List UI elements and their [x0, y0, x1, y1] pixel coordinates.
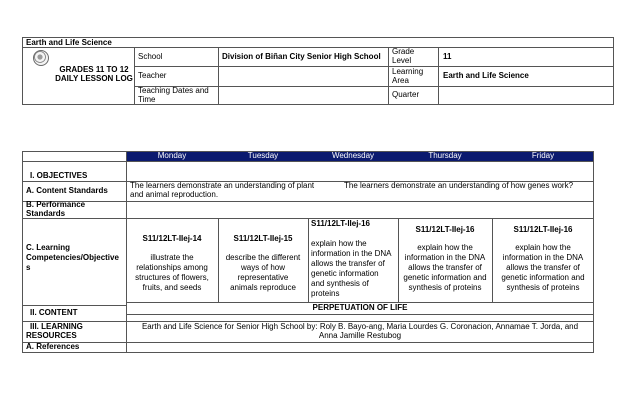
objectives-label: I. OBJECTIVES — [30, 171, 88, 180]
wednesday-competency-line: information in the DNA — [311, 249, 392, 258]
monday-competency-line: fruits, and seeds — [142, 283, 202, 292]
performance-standards-label-1: B. Performance — [26, 200, 86, 209]
dates-label-1: Teaching Dates and — [138, 86, 209, 95]
quarter-label: Quarter — [392, 90, 420, 99]
monday-competency-line: structures of flowers, — [135, 273, 209, 282]
friday-competency-line: information in the DNA — [502, 253, 584, 262]
learning-resources-label-2: RESOURCES — [26, 331, 77, 340]
wednesday-competency-line: explain how the — [311, 239, 367, 248]
content-standards-label: A. Content Standards — [26, 186, 108, 195]
learning-resources-text-1: Earth and Life Science for Senior High School by: Roly B. Bayo-ang, Maria Lourdes G. Coronacion, Annamae T. Jorda, and — [141, 322, 579, 331]
friday-competency-line: explain how the — [515, 243, 571, 252]
quarter-value[interactable] — [443, 90, 603, 100]
tuesday-competency-code: S11/12LT-IIej-15 — [233, 234, 293, 243]
teacher-value[interactable] — [222, 71, 382, 81]
log-title-line2: DAILY LESSON LOG — [55, 74, 133, 83]
subject-title: Earth and Life Science — [26, 38, 112, 47]
friday-competency-line: genetic information and — [501, 273, 585, 282]
learning-area-label-2: Area — [392, 76, 409, 85]
learning-resources-label-1: III. LEARNING — [30, 322, 83, 331]
references-label: A. References — [26, 342, 80, 351]
thursday-competency-line: genetic information and — [403, 273, 487, 282]
competencies-label-2: Competencies/Objective — [26, 253, 119, 262]
tuesday-competency-line: ways of how — [240, 263, 286, 272]
day-header-tuesday: Tuesday — [247, 151, 279, 160]
wednesday-competency-line: and synthesis of — [311, 279, 369, 288]
performance-standards-label-2: Standards — [26, 209, 66, 218]
dates-label-2: Time — [138, 95, 156, 104]
school-value: Division of Biñan City Senior High School — [222, 52, 381, 61]
content-label: II. CONTENT — [30, 308, 78, 317]
friday-competency-code: S11/12LT-IIej-16 — [513, 225, 573, 234]
friday-competency-line: synthesis of proteins — [506, 283, 580, 292]
monday-competency-line: illustrate the — [150, 253, 194, 262]
school-label: School — [138, 52, 163, 61]
thursday-competency-line: explain how the — [417, 243, 473, 252]
content-standards-text-1b: and animal reproduction. — [130, 190, 219, 199]
thursday-competency-line: allows the transfer of — [408, 263, 482, 272]
tuesday-competency-line: describe the different — [225, 253, 301, 262]
log-title-line1: GRADES 11 TO 12 — [59, 65, 129, 74]
tuesday-competency-line: animals reproduce — [230, 283, 296, 292]
learning-resources-text-2: Anna Jamille Restubog — [318, 331, 402, 340]
deped-seal-icon — [33, 50, 49, 66]
content-standards-text-2: The learners demonstrate an understanding of how genes work? — [344, 181, 574, 190]
day-header-monday: Monday — [157, 151, 187, 160]
grade-level-value: 11 — [443, 52, 452, 61]
learning-area-value: Earth and Life Science — [443, 71, 529, 80]
grade-level-label-1: Grade — [392, 47, 415, 56]
friday-competency-line: allows the transfer of — [506, 263, 580, 272]
wednesday-competency-line: proteins — [311, 289, 340, 298]
day-header-wednesday: Wednesday — [331, 151, 375, 160]
wednesday-competency-line: genetic information — [311, 269, 379, 278]
thursday-competency-line: synthesis of proteins — [408, 283, 482, 292]
thursday-competency-line: information in the DNA — [404, 253, 486, 262]
teacher-label: Teacher — [138, 71, 167, 80]
perpetuation-of-life-title: PERPETUATION OF LIFE — [312, 303, 408, 312]
grade-level-label-2: Level — [392, 56, 412, 65]
day-header-friday: Friday — [531, 151, 555, 160]
content-standards-text-1a: The learners demonstrate an understanding of plant — [130, 181, 315, 190]
wednesday-competency-code: S11/12LT-IIej-16 — [311, 219, 370, 228]
learning-area-label-1: Learning — [392, 67, 424, 76]
competencies-label-3: s — [26, 263, 31, 272]
wednesday-competency-line: allows the transfer of — [311, 259, 385, 268]
day-header-thursday: Thursday — [428, 151, 462, 160]
thursday-competency-code: S11/12LT-IIej-16 — [415, 225, 475, 234]
monday-competency-code: S11/12LT-IIej-14 — [142, 234, 202, 243]
tuesday-competency-line: representative — [237, 273, 289, 282]
monday-competency-line: relationships among — [136, 263, 208, 272]
dates-value[interactable] — [222, 90, 382, 100]
competencies-label-1: C. Learning — [26, 243, 71, 252]
